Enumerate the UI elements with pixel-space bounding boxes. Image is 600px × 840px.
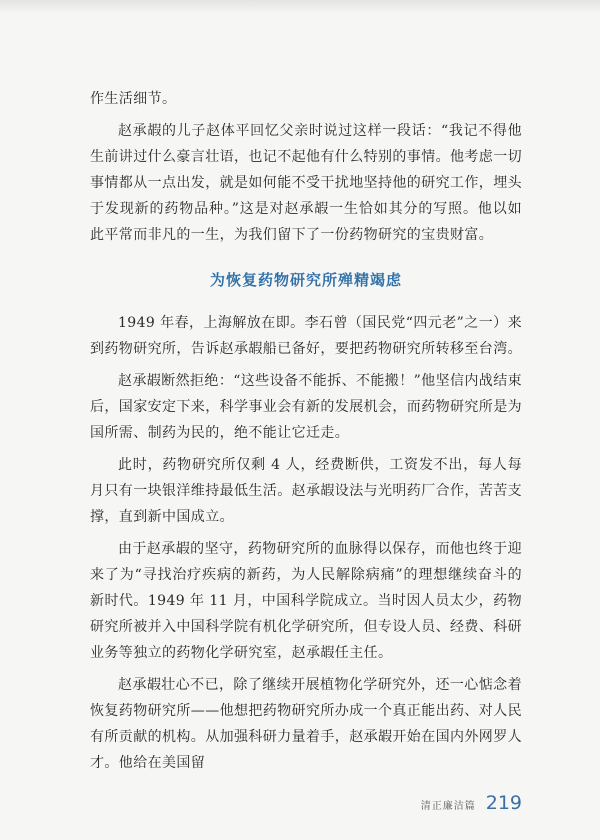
section-title: 为恢复药物研究所殚精竭虑 <box>209 271 402 289</box>
paragraph-new-era: 由于赵承嘏的坚守，药物研究所的血脉得以保存，而他也终于迎来了为“寻找治疗疾病的新药，为人民解除病痛”的理想继续奋斗的新时代。1949 年 11 月，中国科学院成立。当时因人员太少，药物研究所被并入中国科学院有机化学研究所，但专设人员、经费、科研业务等独立的药物化学研究室，赵承嘏任主任。 <box>90 541 522 661</box>
paragraph-continuation: 作生活细节。 <box>90 91 177 107</box>
paragraph-zhao-tiping-quote: 赵承嘏的儿子赵体平回忆父亲时说过这样一段话：“我记不得他生前讲过什么豪言壮语，也记不起他有什么特别的事情。他考虑一切事情都从一点出发，就是如何能不受干扰地坚持他的研究工作，埋头于发现新的药物品种。”这是对赵承嘏一生恰如其分的写照。他以如此平常而非凡的一生，为我们留下了一份药物研究的宝贵财富。 <box>90 123 522 243</box>
footer-section-label: 清正廉洁篇 <box>420 801 476 812</box>
paragraph-1949-spring: 1949 年春，上海解放在即。李石曾（国民党“四元老”之一）来到药物研究所，告诉赵承嘏船已备好，要把药物研究所转移至台湾。 <box>90 315 522 357</box>
paragraph-four-staff: 此时，药物研究所仅剩 4 人，经费断供，工资发不出，每人每月只有一块银洋维持最低生活。赵承嘏设法与光明药厂合作，苦苦支撑，直到新中国成立。 <box>90 457 522 525</box>
page-top-shadow <box>0 0 600 14</box>
paragraph-refusal: 赵承嘏断然拒绝：“这些设备不能拆、不能搬！”他坚信内战结束后，国家安定下来，科学事业会有新的发展机会，而药物研究所是为国所需、制药为民的，绝不能让它迁走。 <box>90 373 522 441</box>
page-footer <box>421 792 522 814</box>
paragraph-restore-institute: 赵承嘏壮心不已，除了继续开展植物化学研究外，还一心惦念着恢复药物研究所——他想把药物研究所办成一个真正能出药、对人民有所贡献的机构。从加强科研力量着手，赵承嘏开始在国内外网罗人才。他给在美国留 <box>90 677 522 771</box>
page-content <box>90 86 522 782</box>
page-number: 219 <box>485 792 522 814</box>
